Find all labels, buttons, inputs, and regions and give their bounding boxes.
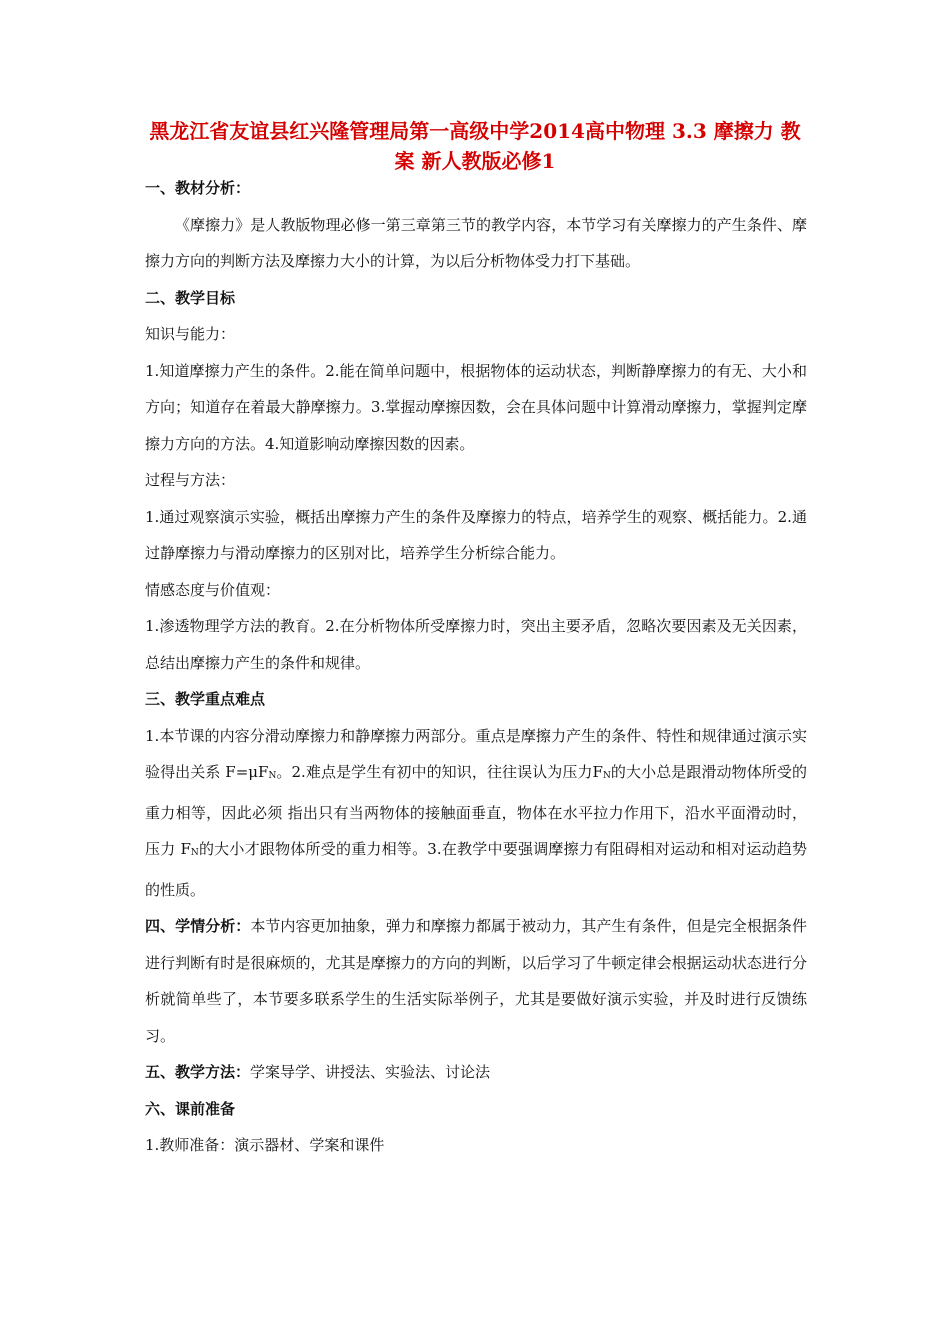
section-heading-textbook-analysis: 一、教材分析： [145, 179, 251, 197]
learner-analysis-text: 本节内容更加抽象，弹力和摩擦力都属于被动力，其产生有条件，但是完全根据条件进行判断有时是很麻烦的，尤其是摩擦力的方向的判断，以后学习了牛顿定律会根据运动状态进行分析就简单些了，本节要多联系学生的生活实际举例子，尤其是要做好演示实验，并及时进行反馈练习。 [145, 917, 807, 1045]
emotion-values-label: 情感态度与价值观： [145, 580, 281, 599]
emotion-values-paragraph: 1.渗透物理学方法的教育。2.在分析物体所受摩擦力时，突出主要矛盾，忽略次要因素及无关因素，总结出摩擦力产生的条件和规律。 [145, 617, 807, 672]
section-heading-teaching-methods: 五、教学方法： [145, 1063, 251, 1081]
section-heading-preparation: 六、课前准备 [145, 1099, 236, 1118]
knowledge-ability-label: 知识与能力： [145, 325, 236, 343]
teaching-methods-text: 学案导学、讲授法、实验法、讨论法 [250, 1063, 491, 1081]
key-points-text-2: 。2.难点是学生有初中的知识，往往误认为压力F [276, 763, 603, 781]
key-points-text-3: 的大小总是跟滑动物体所受的重力相等，因此必须 指出只有当两物体的接触面垂直，物体在水平拉力作用下，沿水平面滑动时，压力 F [145, 763, 807, 858]
section-heading-key-points: 三、教学重点难点 [145, 690, 266, 708]
process-method-paragraph: 1.通过观察演示实验，概括出摩擦力产生的条件及摩擦力的特点，培养学生的观察、概括能力。2.通过静摩擦力与滑动摩擦力的区别对比，培养学生分析综合能力。 [145, 507, 807, 562]
textbook-analysis-paragraph: 《摩擦力》是人教版物理必修一第三章第三节的教学内容，本节学习有关摩擦力的产生条件、摩擦力方向的判断方法及摩擦力大小的计算，为以后分析物体受力打下基础。 [145, 215, 807, 270]
normal-force-subscript: N [268, 771, 277, 781]
section-heading-teaching-goals: 二、教学目标 [145, 288, 236, 307]
knowledge-ability-paragraph: 1.知道摩擦力产生的条件。2.能在简单问题中，根据物体的运动状态，判断静摩擦力的有无、大小和方向；知道存在着最大静摩擦力。3.掌握动摩擦因数，会在具体问题中计算滑动摩擦力，掌握判定摩擦力方向的方法。4.知道影响动摩擦因数的因素。 [145, 361, 807, 453]
key-points-text-1: 1.本节课的内容分滑动摩擦力和静摩擦力两部分。重点是摩擦力产生的条件、特性和规律通过演示实验得出关系 F=μF [145, 726, 807, 781]
preparation-paragraph: 1.教师准备：演示器材、学案和课件 [145, 1136, 385, 1154]
section-heading-learner-analysis: 四、学情分析： [145, 917, 251, 935]
normal-force-subscript: N [602, 771, 611, 781]
teaching-methods-paragraph [145, 1054, 807, 1091]
document-body [145, 170, 807, 1164]
document-title: 黑龙江省友谊县红兴隆管理局第一高级中学2014高中物理 3.3 摩擦力 教案 新人教版必修1 [149, 119, 801, 173]
key-points-paragraph [145, 718, 807, 909]
normal-force-subscript: N [190, 848, 199, 858]
learner-analysis-paragraph [145, 908, 807, 1054]
process-method-label: 过程与方法： [145, 471, 236, 489]
key-points-text-4: 的大小才跟物体所受的重力相等。3.在教学中要强调摩擦力有阻碍相对运动和相对运动趋势的性质。 [145, 840, 807, 899]
